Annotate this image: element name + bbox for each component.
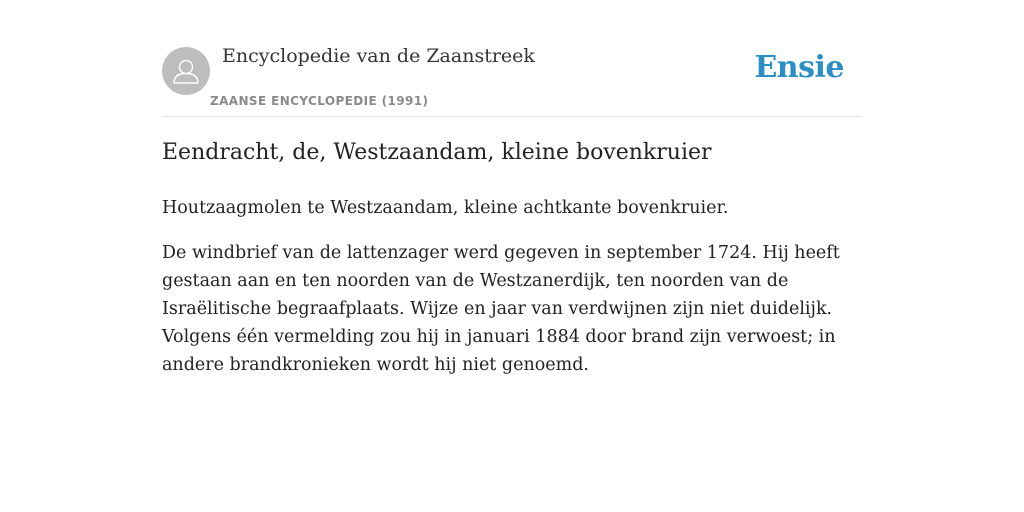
page [162, 0, 862, 375]
user-icon [162, 47, 210, 95]
header [162, 0, 862, 117]
author-name[interactable]: Encyclopedie van de Zaanstreek [222, 45, 535, 67]
article-paragraph: De windbrief van de lattenzager werd gegeven in september 1724. Hij heeft gestaan aan en ten noorden van de Westzanerdijk, ten noorden van de Israëlitische begraafplaats. Wijze en jaar van verdwijnen zijn niet duidelijk. Volgens één vermelding zou hij in januari 1884 door brand zijn verwoest; in andere brandkronieken wordt hij niet genoemd. [162, 243, 840, 375]
site-logo[interactable]: Ensie [754, 50, 844, 85]
article-title: Eendracht, de, Westzaandam, kleine bovenkruier [162, 140, 712, 165]
user-avatar-icon[interactable] [162, 47, 210, 95]
article-paragraph: Houtzaagmolen te Westzaandam, kleine achtkante bovenkruier. [162, 198, 729, 218]
source-label: ZAANSE ENCYCLOPEDIE (1991) [210, 94, 429, 108]
